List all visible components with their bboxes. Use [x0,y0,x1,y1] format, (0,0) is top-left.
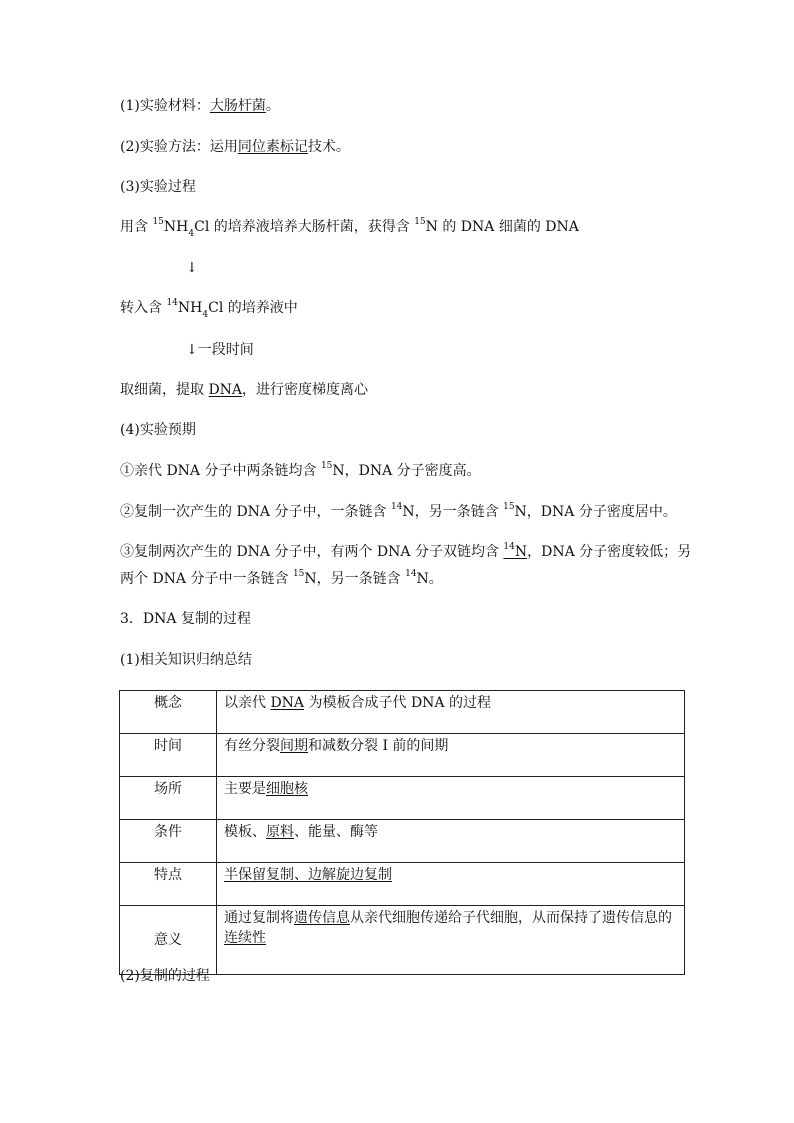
method-line [120,137,350,157]
table-key-cell: 时间 [120,734,217,777]
prediction-1 [120,461,481,481]
step3-text-b: ，进行密度梯度离心 [242,382,369,398]
table-value-cell [217,820,685,863]
material-line [120,96,280,116]
r6-text-a: 通过复制将 [224,910,294,926]
prediction-2 [120,502,677,522]
step1-text-a: 用含 [120,219,153,235]
table-row [120,820,685,863]
method-end: 技术。 [307,139,350,155]
pred3b-sup-2: 14 [405,569,417,580]
r3-underlined: 细胞核 [266,781,308,797]
step1-text-c: N 的 DNA 细菌的 DNA [425,219,579,235]
step1-nh: NH [163,219,189,235]
r2-text-a: 有丝分裂 [224,738,280,754]
pred2-sup-1: 14 [390,502,403,513]
pred3-n: N [514,544,528,560]
process-step-3 [120,380,368,400]
r4-text-b: 、能量、酶等 [294,824,378,840]
process-subheading: (2)复制的过程 [120,968,210,984]
step2-text-a: 转入含 [120,300,167,316]
table-row [120,691,685,734]
pred1-text-b: N，DNA 分子密度高。 [332,463,481,479]
r2-underlined: 间期 [280,738,308,754]
r4-underlined: 原料 [266,824,294,840]
step2-nh: NH [177,300,203,316]
table-key-cell: 特点 [120,863,217,906]
prediction-3-line-1 [120,542,691,562]
summary-heading: (1)相关知识归纳总结 [120,652,252,668]
pred3b-text-c: N。 [416,571,443,587]
step2-sub-4: 4 [202,309,209,320]
material-label: (1)实验材料： [120,98,210,114]
pred3b-text-a: 两个 DNA 分子中一条链含 [120,571,293,587]
pred2-text-c: N，DNA 分子密度居中。 [514,504,677,520]
method-value: 同位素标记 [237,139,308,155]
pred2-sup-2: 15 [503,502,515,513]
step1-sup-15b: 15 [414,217,426,228]
pred3-sup: 14 [503,542,515,553]
step1-text-b: Cl 的培养液培养大肠杆菌，获得含 [194,219,415,235]
table-key-cell: 场所 [120,777,217,820]
down-arrow-2: ↓一段时间 [186,342,254,358]
step3-dna: DNA [208,382,243,398]
table-key-cell: 条件 [120,820,217,863]
pred3b-text-b: N，另一条链含 [304,571,406,587]
r6-text-b: 从亲代细胞传递给子代细胞，从而保持了遗传信息的 [350,910,672,926]
process-step-2 [120,298,298,318]
table-value-cell [217,691,685,734]
table-row [120,863,685,906]
table-value-cell [217,777,685,820]
material-value: 大肠杆菌 [209,98,266,114]
table-row [120,777,685,820]
table-value-cell [217,906,685,975]
pred3-text-a: ③复制两次产生的 DNA 分子中，有两个 DNA 分子双链均含 [120,544,504,560]
r1-text-a: 以亲代 [224,695,271,711]
section-heading-3: 3．DNA 复制的过程 [120,611,251,627]
r3-text-a: 主要是 [224,781,266,797]
pred3b-sup-1: 15 [292,569,305,580]
table-key-cell: 意义 [120,906,217,975]
table-key-cell: 概念 [120,691,217,734]
pred1-text-a: ①亲代 DNA 分子中两条链均含 [120,463,321,479]
pred3-text-b: ，DNA 分子密度较低；另 [527,544,692,560]
prediction-heading: (4)实验预期 [120,422,196,438]
process-step-1 [120,217,579,237]
step2-sup-14: 14 [166,298,178,309]
pred2-text-a: ②复制一次产生的 DNA 分子中，一条链含 [120,504,391,520]
r6-underlined-2: 连续性 [224,930,266,946]
pred3-underlined-n [503,544,527,560]
process-heading: (3)实验过程 [120,179,196,195]
r4-text-a: 模板、 [224,824,266,840]
r5-underlined-1: 半保留复制 [224,867,294,883]
down-arrow-1: ↓ [186,260,198,276]
table-row [120,734,685,777]
step2-text-b: Cl 的培养液中 [208,300,298,316]
r5-underlined-2: 边解旋边复制 [308,867,392,883]
step1-sub-4: 4 [188,228,195,239]
method-label: (2)实验方法：运用 [120,139,238,155]
prediction-3-line-2 [120,569,443,589]
r1-underlined: DNA [270,695,305,711]
step1-sup-15: 15 [152,217,164,228]
table-value-cell [217,734,685,777]
step3-text-a: 取细菌，提取 [120,382,209,398]
r5-separator: 、 [294,867,308,883]
pred2-text-b: N，另一条链含 [402,504,504,520]
pred1-sup: 15 [320,461,333,472]
r1-text-b: 为模板合成子代 DNA 的过程 [304,695,491,711]
r6-underlined: 遗传信息 [294,910,350,926]
table-value-cell [217,863,685,906]
summary-table [119,690,685,975]
r2-text-b: 和减数分裂 Ⅰ 前的间期 [308,738,449,754]
table-row [120,906,685,975]
material-end: 。 [265,98,280,114]
